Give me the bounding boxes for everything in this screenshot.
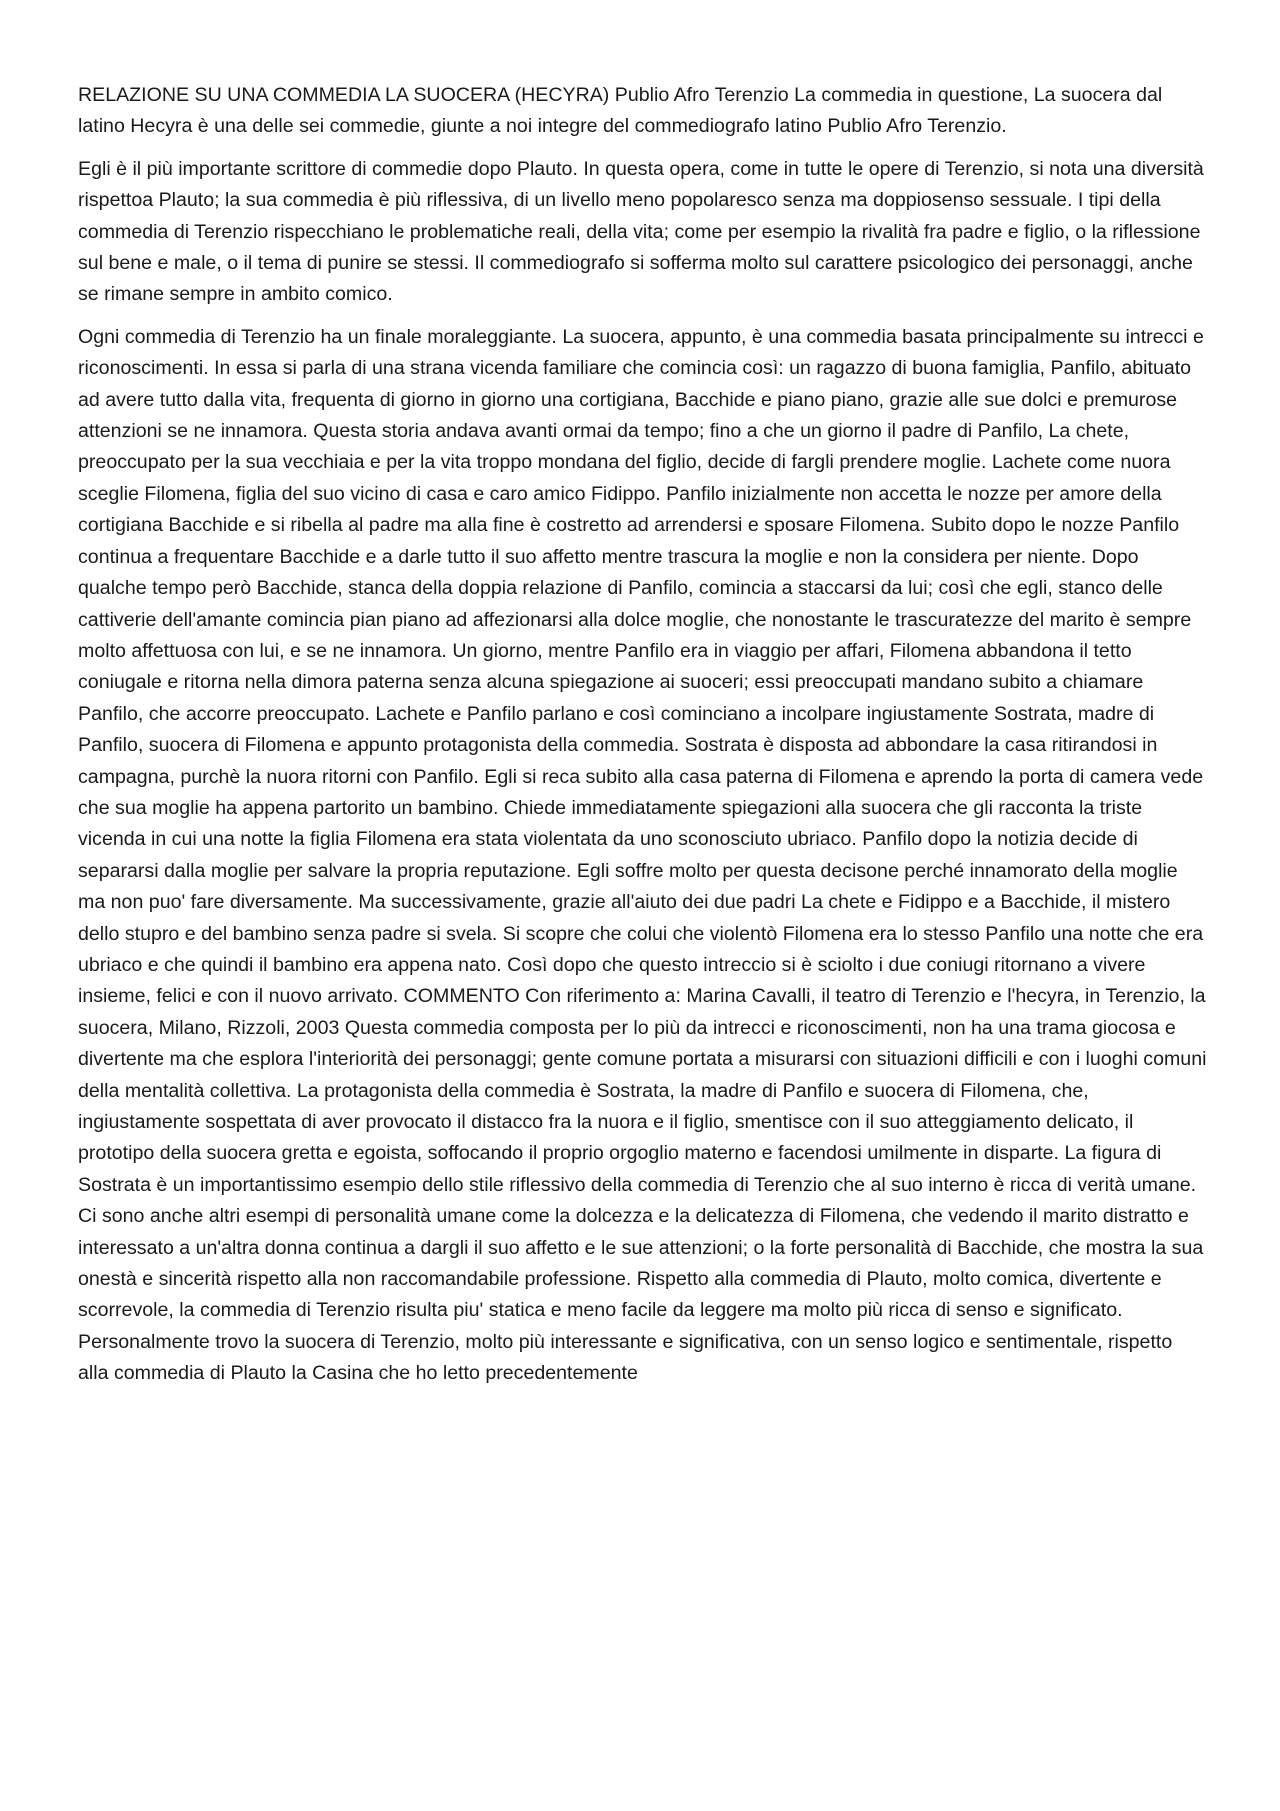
paragraph-plot-and-comment: Ogni commedia di Terenzio ha un finale moraleggiante. La suocera, appunto, è una commedia basata principalmente su intrecci e riconoscimenti. In essa si parla di una strana vicenda familiare che comincia così: un ragazzo di buona famiglia, Panfilo, abituato ad avere tutto dalla vita, frequenta di giorno in giorno una cortigiana, Bacchide e piano piano, grazie alle sue dolci e premurose attenzioni se ne innamora. Questa storia andava avanti ormai da tempo; fino a che un giorno il padre di Panfilo, La chete, preoccupato per la sua vecchiaia e per la vita troppo mondana del figlio, decide di fargli prendere moglie. Lachete come nuora sceglie Filomena, figlia del suo vicino di casa e caro amico Fidippo. Panfilo inizialmente non accetta le nozze per amore della cortigiana Bacchide e si ribella al padre ma alla fine è costretto ad arrendersi e sposare Filomena. Subito dopo le nozze Panfilo continua a frequentare Bacchide e a darle tutto il suo affetto mentre trascura la moglie e non la considera per niente. Dopo qualche tempo però Bacchide, stanca della doppia relazione di Panfilo, comincia a staccarsi da lui; così che egli, stanco delle cattiverie dell'amante comincia pian piano ad affezionarsi alla dolce moglie, che nonostante le trascuratezze del marito è sempre molto affettuosa con lui, e se ne innamora. Un giorno, mentre Panfilo era in viaggio per affari, Filomena abbandona il tetto coniugale e ritorna nella dimora paterna senza alcuna spiegazione ai suoceri; essi preoccupati mandano subito a chiamare Panfilo, che accorre preoccupato. Lachete e Panfilo parlano e così cominciano a incolpare ingiustamente Sostrata, madre di Panfilo, suocera di Filomena e appunto protagonista della commedia. Sostrata è disposta ad abbondare la casa ritirandosi in campagna, purchè la nuora ritorni con Panfilo. Egli si reca subito alla casa paterna di Filomena e aprendo la porta di camera vede che sua moglie ha appena partorito un bambino. Chiede immediatamente spiegazioni alla suocera che gli racconta la triste vicenda in cui una notte la figlia Filomena era stata violentata da uno sconosciuto ubriaco. Panfilo dopo la notizia decide di separarsi dalla moglie per salvare la propria reputazione. Egli soffre molto per questa decisone perché innamorato della moglie ma non puo' fare diversamente. Ma successivamente, grazie all'aiuto dei due padri La chete e Fidippo e a Bacchide, il mistero dello stupro e del bambino senza padre si svela. Si scopre che colui che violentò Filomena era lo stesso Panfilo una notte che era ubriaco e che quindi il bambino era appena nato. Così dopo che questo intreccio si è sciolto i due coniugi ritornano a vivere insieme, felici e con il nuovo arrivato. COMMENTO Con riferimento a: Marina Cavalli, il teatro di Terenzio e l'hecyra, in Terenzio, la suocera, Milano, Rizzoli, 2003 Questa commedia composta per lo più da intrecci e riconoscimenti, non ha una trama giocosa e divertente ma che esplora l'interiorità dei personaggi; gente comune portata a misurarsi con situazioni difficili e con i luoghi comuni della mentalità collettiva. La protagonista della commedia è Sostrata, la madre di Panfilo e suocera di Filomena, che, ingiustamente sospettata di aver provocato il distacco fra la nuora e il figlio, smentisce con il suo atteggiamento delicato, il prototipo della suocera gretta e egoista, soffocando il proprio orgoglio materno e facendosi umilmente in disparte. La figura di Sostrata è un importantissimo esempio dello stile riflessivo della commedia di Terenzio che al suo interno è ricca di verità umane. Ci sono anche altri esempi di personalità umane come la dolcezza e la delicatezza di Filomena, che vedendo il marito distratto e interessato a un'altra donna continua a dargli il suo affetto e le sue attenzioni; o la forte personalità di Bacchide, che mostra la sua onestà e sincerità rispetto alla non raccomandabile professione. Rispetto alla commedia di Plauto, molto comica, divertente e scorrevole, la commedia di Terenzio risulta piu' statica e meno facile da leggere ma molto più ricca di senso e significato. Personalmente trovo la suocera di Terenzio, molto più interessante e significativa, con un senso logico e sentimentale, rispetto alla commedia di Plauto la Casina che ho letto precedentemente	[78, 325, 1207, 1385]
paragraph-author: Egli è il più importante scrittore di commedie dopo Plauto. In questa opera, come in tutte le opere di Terenzio, si nota una diversità rispettoa Plauto; la sua commedia è più riflessiva, di un livello meno popolaresco senza ma doppiosenso sessuale. I tipi della commedia di Terenzio rispecchiano le problematiche reali, della vita; come per esempio la rivalità fra padre e figlio, o la riflessione sul bene e male, o il tema di punire se stessi. Il commediografo si sofferma molto sul carattere psicologico dei personaggi, anche se rimane sempre in ambito comico.	[78, 157, 1204, 306]
document-body	[78, 80, 1208, 1401]
paragraph-intro: RELAZIONE SU UNA COMMEDIA LA SUOCERA (HECYRA) Publio Afro Terenzio La commedia in questione, La suocera dal latino Hecyra è una delle sei commedie, giunte a noi integre del commediografo latino Publio Afro Terenzio.	[78, 84, 1163, 138]
